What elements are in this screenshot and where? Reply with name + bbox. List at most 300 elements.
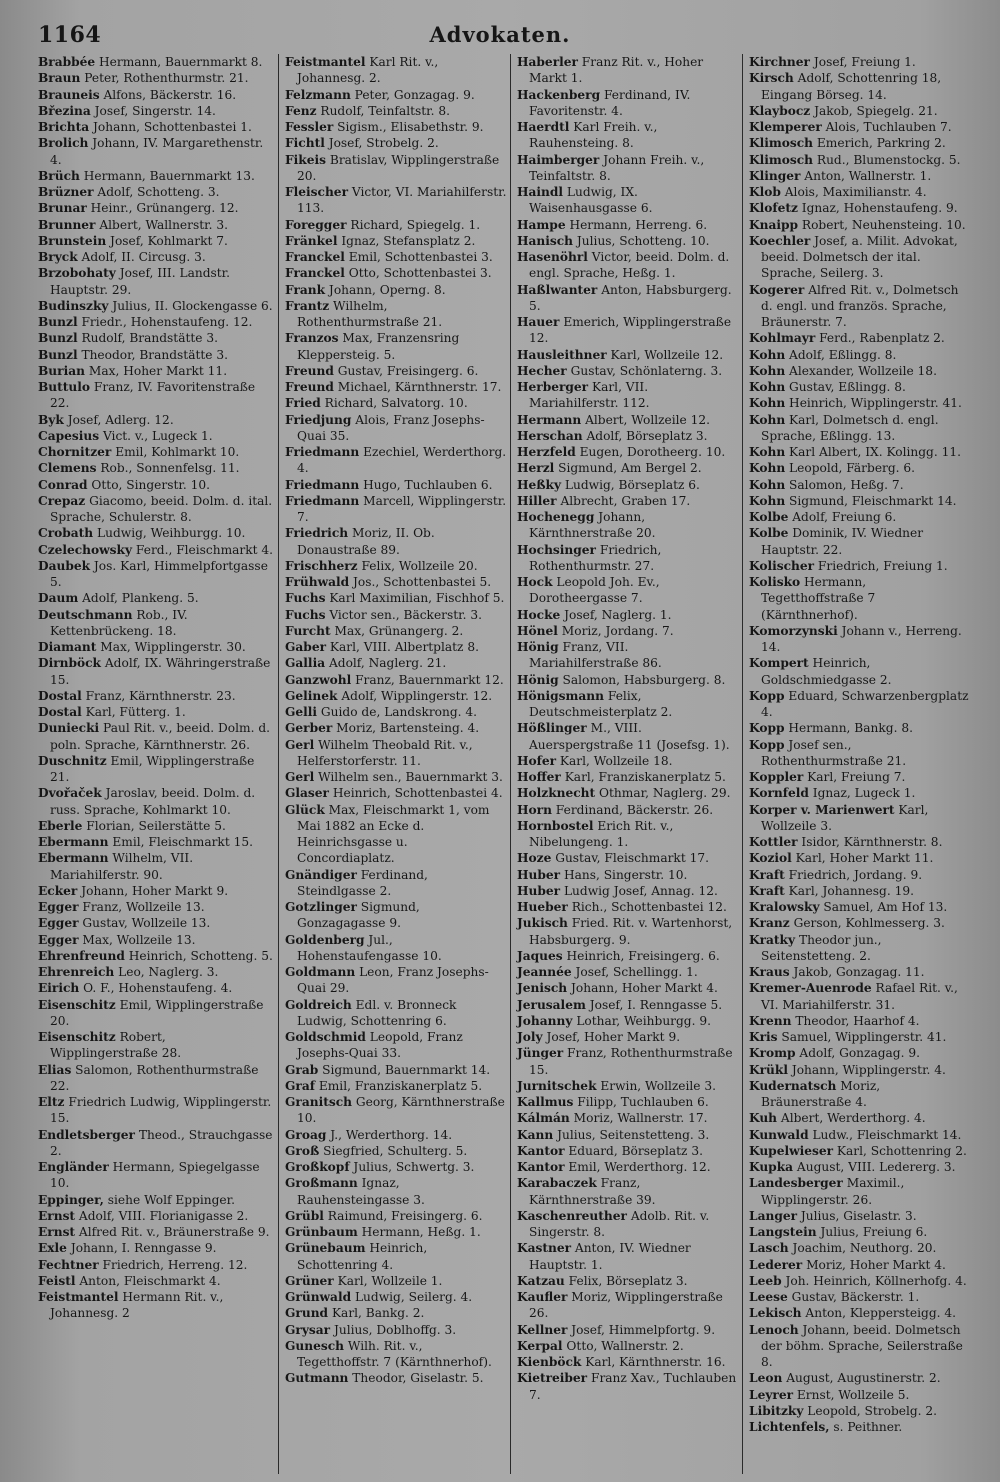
directory-entry [38, 233, 275, 249]
directory-entry [285, 217, 507, 233]
entry-name: Herzl [517, 461, 555, 476]
entry-name: Heßky [517, 477, 562, 492]
directory-entry [38, 1224, 275, 1240]
entry-name: Grübl [285, 1208, 324, 1223]
entry-details: Theodor, Haarhof 4. [791, 1013, 920, 1028]
directory-entry [38, 1127, 275, 1160]
entry-name: Duniecki [38, 721, 100, 736]
entry-name: Ehrenfreund [38, 948, 125, 963]
directory-entry [38, 1094, 275, 1127]
entry-name: Klemperer [749, 120, 822, 134]
entry-name: Freund [285, 380, 334, 394]
directory-entry [285, 1175, 507, 1208]
directory-entry [285, 412, 507, 445]
entry-name: Gerl [285, 737, 315, 752]
entry-details: Emil, Schottenbastei 3. [344, 250, 493, 264]
directory-entry [38, 558, 275, 591]
entry-details: Friedr., Hohenstaufeng. 12. [77, 315, 253, 329]
entry-details: Emerich, Parkring 2. [813, 136, 946, 151]
directory-entry [38, 834, 275, 850]
entry-name: Landesberger [749, 1176, 843, 1191]
entry-details: Alfred Rit. v., Bräunerstraße 9. [75, 1225, 270, 1239]
directory-entry [38, 103, 275, 119]
entry-details: Karl, Bankg. 2. [328, 1306, 425, 1321]
entry-details: Franz, Rothenthurmstraße 15. [529, 1046, 733, 1077]
entry-name: Koechler [749, 233, 811, 248]
directory-entry [38, 720, 275, 753]
entry-details: Josef, Himmelpfortg. 9. [567, 1322, 716, 1337]
directory-entry [517, 282, 739, 315]
entry-name: Libitzky [749, 1403, 804, 1418]
directory-entry [749, 412, 969, 445]
entry-details: Josef, I. Renngasse 5. [585, 997, 723, 1012]
entry-name: Kupka [749, 1160, 794, 1174]
entry-name: Kogerer [749, 282, 805, 297]
entry-name: Kann [517, 1127, 554, 1142]
entry-details: Adolf, VIII. Florianigasse 2. [75, 1208, 249, 1223]
entry-name: Lasch [749, 1241, 789, 1256]
entry-name: Leon [749, 1371, 783, 1386]
entry-details: Heinrich, Freisingerg. 6. [562, 948, 720, 963]
entry-name: Dirnböck [38, 656, 101, 671]
entry-name: Horn [517, 802, 552, 817]
entry-name: Hoze [517, 851, 552, 866]
directory-entry [285, 363, 507, 379]
entry-name: Hönig [517, 672, 559, 687]
entry-name: Lederer [749, 1257, 803, 1272]
entry-name: Kranz [749, 916, 790, 931]
entry-name: Ebermann [38, 835, 109, 849]
directory-entry [749, 200, 969, 216]
entry-details: Joachim, Neuthorg. 20. [788, 1241, 937, 1256]
directory-entry [38, 135, 275, 168]
entry-name: Herschan [517, 428, 583, 443]
entry-details: Max, Fleischmarkt 1, vom Mai 1882 an Ecke d. Heinrichsgasse u. Concordiaplatz. [297, 802, 490, 866]
directory-entry [38, 265, 275, 298]
entry-details: Adolf, Gonzagag. 9. [795, 1046, 920, 1061]
entry-name: Fikeis [285, 152, 326, 167]
directory-entry [517, 119, 739, 152]
entry-details: Alois, Maximilianstr. 4. [780, 185, 927, 199]
directory-entry [285, 330, 507, 363]
entry-details: Julius, Doblhoffg. 3. [330, 1322, 457, 1337]
entry-details: Sigmund, Am Bergel 2. [554, 461, 702, 476]
directory-entry [517, 347, 739, 363]
directory-entry [38, 655, 275, 688]
entry-name: Ganzwohl [285, 672, 352, 687]
entry-details: Albert, Werderthorg. 4. [777, 1111, 926, 1126]
entry-name: Braun [38, 71, 81, 86]
entry-name: Klob [749, 185, 781, 199]
directory-entry [285, 737, 507, 770]
entry-details: Heinrich, Schotteng. 5. [124, 948, 273, 963]
entry-name: Graf [285, 1078, 315, 1093]
entry-name: Lekisch [749, 1306, 802, 1321]
entry-details: Joh. Heinrich, Köllnerhofg. 4. [781, 1273, 967, 1288]
directory-entry [38, 1257, 275, 1273]
entry-name: Hackenberg [517, 87, 601, 102]
entry-name: Burian [38, 363, 85, 378]
entry-name: Exle [38, 1241, 67, 1256]
directory-entry [38, 753, 275, 786]
entry-details: Eugen, Dorotheerg. 10. [575, 445, 726, 459]
entry-details: Alexander, Wollzeile 18. [785, 363, 937, 378]
directory-entry [749, 558, 969, 574]
directory-entry [285, 1370, 507, 1386]
entry-details: Ludwig, Seilerg. 4. [351, 1290, 473, 1304]
directory-entry [749, 1208, 969, 1224]
entry-name: Gallia [285, 656, 326, 671]
entry-details: Hermann, Spiegelgasse 10. [50, 1160, 260, 1191]
entry-name: Frank [285, 282, 326, 297]
directory-entry [38, 298, 275, 314]
directory-entry [749, 883, 969, 899]
directory-entry [285, 1127, 507, 1143]
entry-name: Franckel [285, 266, 345, 281]
entry-name: Kerpal [517, 1338, 563, 1353]
directory-entry [38, 330, 275, 346]
entry-name: Engländer [38, 1160, 109, 1174]
directory-entry [749, 1045, 969, 1061]
entry-details: Othmar, Naglerg. 29. [595, 786, 731, 801]
entry-name: Conrad [38, 477, 88, 492]
entry-name: Kolbe [749, 526, 789, 541]
entry-details: Hermann, Bauernmarkt 13. [79, 168, 255, 183]
entry-details: Sigmund, Fleischmarkt 14. [785, 493, 957, 508]
entry-name: Kraft [749, 883, 785, 898]
entry-details: Ignaz, Lugeck 1. [808, 786, 916, 801]
entry-name: Fessler [285, 120, 334, 134]
entry-name: Feistmantel [285, 55, 366, 69]
entry-name: Hochenegg [517, 510, 595, 524]
entry-name: Fechtner [38, 1257, 99, 1272]
directory-entry [38, 1159, 275, 1192]
directory-entry [517, 1240, 739, 1273]
entry-details: Ignaz, Stefansplatz 2. [337, 233, 476, 248]
entry-details: Adolf, Plankeng. 5. [78, 591, 199, 606]
directory-entry [285, 769, 507, 785]
directory-entry [749, 964, 969, 980]
directory-entry [749, 1143, 969, 1159]
entry-name: Bryck [38, 250, 78, 264]
entry-name: Gunesch [285, 1338, 345, 1353]
entry-details: Ludwig, Börseplatz 6. [561, 477, 700, 492]
entry-details: Gerson, Kohlmesserg. 3. [789, 916, 945, 931]
directory-entry [749, 655, 969, 688]
directory-entry [285, 688, 507, 704]
entry-name: Egger [38, 900, 79, 914]
entry-details: Vict. v., Lugeck 1. [99, 428, 213, 443]
entry-name: Klinger [749, 168, 801, 183]
directory-entry [285, 233, 507, 249]
directory-entry [285, 477, 507, 493]
directory-entry [38, 883, 275, 899]
directory-entry [38, 542, 275, 558]
column-1 [30, 54, 278, 1474]
directory-entry [38, 818, 275, 834]
entry-name: Brüch [38, 168, 80, 183]
directory-entry [749, 1013, 969, 1029]
entry-name: Leyrer [749, 1387, 794, 1402]
entry-details: siehe Wolf Eppinger. [103, 1192, 236, 1207]
entry-name: Kohn [749, 380, 786, 394]
entry-details: Felix, Deutschmeisterplatz 2. [529, 688, 673, 719]
entry-details: Johann v., Herreng. 14. [761, 623, 962, 654]
directory-entry [285, 87, 507, 103]
entry-name: Gerber [285, 721, 333, 736]
entry-details: Franz, Kärnthnerstraße 39. [529, 1176, 656, 1207]
entry-details: Emil, Franziskanerplatz 5. [314, 1078, 483, 1093]
directory-entry [517, 249, 739, 282]
entry-details: Franz, Bauernmarkt 12. [351, 672, 504, 687]
entry-details: Lothar, Weihburgg. 9. [572, 1013, 711, 1028]
entry-name: Buttulo [38, 380, 91, 394]
entry-name: Gelli [285, 705, 318, 719]
entry-name: Huber [517, 883, 561, 898]
directory-entry [38, 70, 275, 86]
directory-entry [517, 1127, 739, 1143]
entry-details: Heinrich, Schottenring 4. [297, 1241, 428, 1272]
entry-details: Raimund, Freisingerg. 6. [323, 1208, 483, 1223]
directory-entry [517, 152, 739, 185]
entry-name: Kratky [749, 932, 796, 947]
directory-entry [749, 1240, 969, 1256]
entry-details: Albert, Wollzeile 12. [581, 412, 711, 427]
directory-entry [749, 233, 969, 282]
entry-name: Kolisko [749, 575, 801, 589]
entry-details: Ludwig, Weihburgg. 10. [93, 526, 246, 541]
directory-entry [749, 444, 969, 460]
directory-entry [749, 282, 969, 331]
directory-entry [517, 87, 739, 120]
directory-entry [38, 477, 275, 493]
entry-name: Frischherz [285, 558, 358, 573]
directory-entry [749, 769, 969, 785]
directory-entry [285, 493, 507, 526]
entry-name: Friedmann [285, 445, 360, 459]
directory-entry [38, 249, 275, 265]
entry-name: Duschnitz [38, 753, 107, 768]
entry-details: Bratislav, Wipplingerstraße 20. [297, 152, 500, 183]
directory-entry [38, 997, 275, 1030]
directory-entry [38, 688, 275, 704]
directory-entry [285, 282, 507, 298]
directory-entry [749, 1257, 969, 1273]
entry-name: Franzos [285, 331, 339, 346]
directory-entry [749, 1289, 969, 1305]
entry-details: Karl, Dolmetsch d. engl. Sprache, Eßlingg. 13. [761, 412, 939, 443]
directory-entry [517, 1370, 739, 1403]
entry-name: Brabbée [38, 55, 96, 69]
entry-details: Victor, VI. Mariahilferstr. 113. [297, 185, 507, 216]
entry-name: Egger [38, 916, 79, 931]
directory-entry [749, 720, 969, 736]
entry-name: Knaipp [749, 217, 799, 232]
entry-name: Klimosch [749, 136, 814, 151]
entry-name: Elias [38, 1062, 72, 1077]
directory-entry [38, 850, 275, 883]
entry-details: Robert, Wipplingerstraße 28. [50, 1030, 182, 1061]
entry-name: Frantz [285, 298, 330, 313]
entry-name: Goldmann [285, 965, 356, 979]
entry-name: Grysar [285, 1322, 331, 1337]
entry-name: Fenz [285, 103, 317, 118]
entry-name: Großkopf [285, 1160, 350, 1174]
entry-name: Brichta [38, 120, 90, 134]
entry-name: Ecker [38, 883, 78, 898]
directory-entry [285, 720, 507, 736]
entry-name: Clemens [38, 461, 97, 476]
entry-name: Brunner [38, 217, 96, 232]
directory-entry [517, 363, 739, 379]
entry-details: Samuel, Wipplingerstr. 41. [777, 1030, 947, 1044]
entry-name: Kohn [749, 412, 786, 427]
directory-entry [517, 672, 739, 688]
directory-entry [285, 867, 507, 900]
entry-details: Wilhelm, VII. Mariahilferstr. 90. [50, 851, 194, 882]
directory-entry [749, 70, 969, 103]
directory-entry [285, 607, 507, 623]
directory-entry [517, 802, 739, 818]
entry-name: Kantor [517, 1143, 565, 1158]
directory-entry [38, 932, 275, 948]
entry-details: Heinrich, Wipplingerstr. 41. [785, 396, 962, 411]
entry-details: Josef, Naglerg. 1. [560, 607, 672, 622]
entry-details: Adolf, Eßlingg. 8. [785, 347, 897, 362]
entry-name: Korper v. Marienwert [749, 802, 895, 817]
entry-name: Daum [38, 591, 79, 606]
entry-details: Heinrich, Schottenbastei 4. [328, 786, 503, 801]
entry-details: Rudolf, Brandstätte 3. [77, 331, 218, 346]
directory-entry [285, 54, 507, 87]
directory-entry [285, 525, 507, 558]
directory-entry [38, 444, 275, 460]
entry-name: Komorzynski [749, 623, 838, 638]
entry-details: Karl, Wollzeile 3. [761, 802, 929, 833]
entry-name: Kottler [749, 835, 798, 849]
entry-name: Goldreich [285, 997, 352, 1012]
entry-details: Adolf, Schottenring 18, Eingang Börseg. 14. [761, 71, 942, 102]
entry-details: Adolf, II. Circusg. 3. [77, 250, 206, 264]
entry-details: Karl Rit. v., Johannesg. 2. [297, 55, 439, 86]
entry-details: Jos., Schottenbastei 5. [349, 575, 492, 589]
entry-details: Alfred Rit. v., Dolmetsch d. engl. und französ. Sprache, Bräunerstr. 7. [761, 282, 959, 329]
directory-entry [517, 1110, 739, 1126]
entry-name: Kohn [749, 477, 786, 492]
entry-details: Wilhelm, Rothenthurmstraße 21. [297, 298, 443, 329]
entry-name: Ebermann [38, 851, 109, 866]
entry-name: Kálmán [517, 1111, 570, 1126]
directory-entry [749, 1159, 969, 1175]
entry-name: Budinszky [38, 298, 109, 313]
entry-details: Johann, IV. Margarethenstr. 4. [50, 136, 264, 167]
entry-details: Erwin, Wollzeile 3. [596, 1078, 717, 1093]
entry-name: Jukisch [517, 916, 568, 931]
entry-details: Ferd., Rabenplatz 2. [815, 331, 945, 346]
entry-name: Crobath [38, 526, 94, 541]
entry-name: Kirsch [749, 71, 794, 86]
entry-name: Hiller [517, 493, 557, 508]
entry-details: Paul Rit. v., beeid. Dolm. d. poln. Sprache, Kärnthnerstr. 26. [50, 721, 271, 752]
entry-name: Feistl [38, 1273, 76, 1288]
directory-entry [38, 314, 275, 330]
entry-name: Jünger [517, 1046, 564, 1061]
entry-details: Leopold, Strobelg. 2. [803, 1403, 938, 1418]
entry-name: Kohlmayr [749, 331, 816, 346]
entry-name: Dostal [38, 705, 82, 719]
entry-details: Adolf, Freiung 6. [788, 510, 897, 524]
entry-details: Theodor jun., Seitenstetteng. 2. [761, 932, 882, 963]
directory-entry [38, 525, 275, 541]
entry-name: Karabaczek [517, 1176, 597, 1191]
entry-name: Hermann [517, 412, 582, 427]
entry-details: Felix, Wollzeile 20. [357, 558, 478, 573]
entry-details: Emerich, Wipplingerstraße 12. [529, 315, 732, 346]
entry-details: Wilh. Rit. v., Tegetthoffstr. 7 (Kärnthnerhof). [297, 1338, 492, 1369]
entry-details: Franz Xav., Tuchlauben 7. [529, 1371, 737, 1402]
directory-entry [285, 184, 507, 217]
directory-entry [517, 314, 739, 347]
entry-details: Josef, Hoher Markt 9. [542, 1030, 681, 1044]
directory-entry [285, 932, 507, 965]
entry-name: Czelechowsky [38, 542, 133, 557]
directory-entry [285, 655, 507, 671]
entry-details: Fried. Rit. v. Wartenhorst, Habsburgerg. 9. [529, 916, 733, 947]
entry-name: Lichtenfels, [749, 1420, 830, 1434]
entry-name: Feistmantel [38, 1290, 119, 1304]
directory-entry [749, 1127, 969, 1143]
entry-name: Kupelwieser [749, 1143, 834, 1158]
entry-details: Hans, Singerstr. 10. [560, 867, 688, 882]
entry-details: Emil, Wipplingerstraße 21. [50, 753, 255, 784]
directory-entry [285, 1078, 507, 1094]
entry-name: Eltz [38, 1095, 65, 1109]
entry-details: Ludw., Fleischmarkt 14. [808, 1127, 962, 1142]
directory-entry [38, 639, 275, 655]
directory-entry [285, 623, 507, 639]
entry-details: Erich Rit. v., Nibelungeng. 1. [529, 818, 674, 849]
entry-details: Johann, Hoher Markt 9. [77, 883, 229, 898]
entry-details: Ferdinand, Bäckerstr. 26. [551, 802, 714, 817]
entry-name: Brunar [38, 201, 87, 216]
entry-name: Kromp [749, 1046, 796, 1061]
directory-entry [517, 688, 739, 721]
entry-name: Fichtl [285, 136, 325, 151]
directory-entry [38, 964, 275, 980]
entry-details: Karl, Kärnthnerstr. 16. [581, 1355, 726, 1369]
entry-name: Kohn [749, 347, 786, 362]
column-2 [278, 54, 510, 1474]
directory-entry [517, 233, 739, 249]
entry-details: Karl, Freiung 7. [803, 770, 906, 784]
directory-entry [285, 1094, 507, 1127]
entry-details: Ferdinand, Steindlgasse 2. [297, 867, 428, 898]
entry-name: Kralowsky [749, 900, 820, 914]
entry-details: Gustav, Wollzeile 13. [78, 916, 211, 931]
entry-details: Sigmund, Gonzagagasse 9. [297, 900, 420, 931]
directory-entry [285, 802, 507, 867]
directory-entry [285, 1224, 507, 1240]
entry-name: Klaybocz [749, 103, 811, 118]
entry-name: Lenoch [749, 1322, 799, 1337]
entry-details: Leopold Joh. Ev., Dorotheergasse 7. [529, 575, 660, 606]
directory-entry [285, 899, 507, 932]
entry-name: Ernst [38, 1208, 76, 1223]
entry-details: Albrecht, Graben 17. [556, 493, 691, 508]
entry-details: Rob., IV. Kettenbrückeng. 18. [50, 607, 188, 638]
entry-name: Koziol [749, 851, 792, 866]
entry-details: Jakob, Spiegelg. 21. [810, 103, 938, 118]
